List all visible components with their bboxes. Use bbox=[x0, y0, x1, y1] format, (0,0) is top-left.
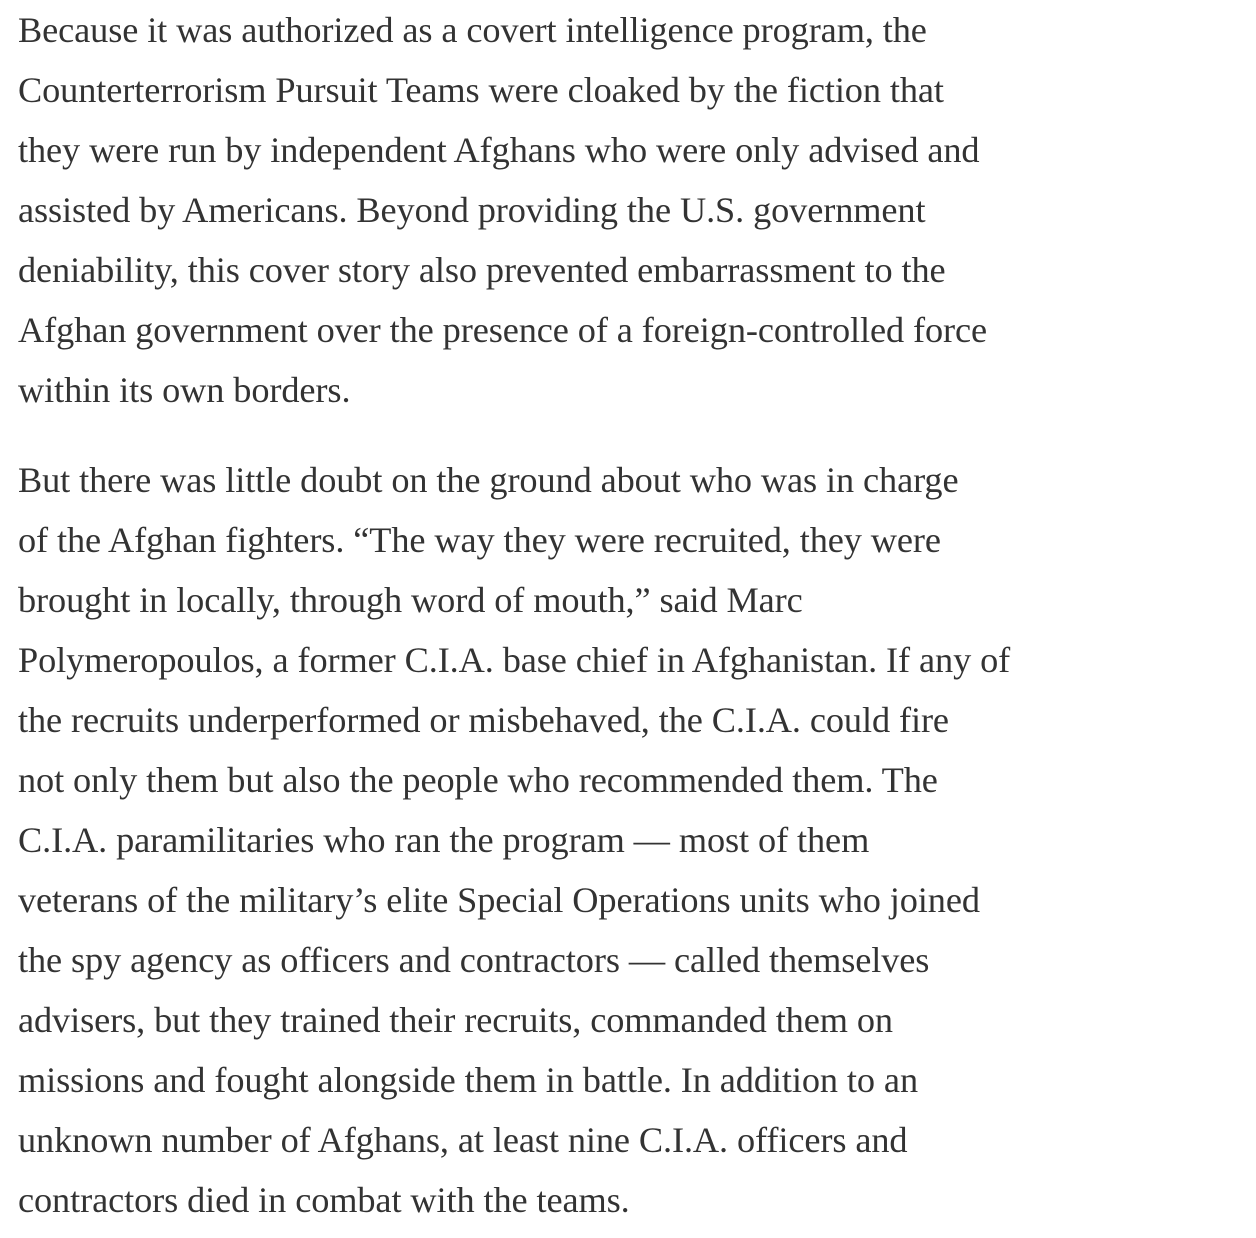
paragraph-line: veterans of the military’s elite Special Operations units who joined bbox=[18, 880, 980, 920]
paragraph-line: within its own borders. bbox=[18, 370, 351, 410]
paragraph-line: advisers, but they trained their recruits, commanded them on bbox=[18, 1000, 893, 1040]
paragraph-line: they were run by independent Afghans who were only advised and bbox=[18, 130, 980, 170]
paragraph-line: C.I.A. paramilitaries who ran the program — most of them bbox=[18, 820, 870, 860]
paragraph-line: not only them but also the people who recommended them. The bbox=[18, 760, 938, 800]
paragraph-line: Because it was authorized as a covert intelligence program, the bbox=[18, 10, 927, 50]
paragraph-line: Counterterrorism Pursuit Teams were cloaked by the fiction that bbox=[18, 70, 944, 110]
paragraph-line: deniability, this cover story also prevented embarrassment to the bbox=[18, 250, 946, 290]
paragraph-line: the recruits underperformed or misbehaved, the C.I.A. could fire bbox=[18, 700, 949, 740]
paragraph-line: brought in locally, through word of mouth,” said Marc bbox=[18, 580, 803, 620]
paragraph-line: But there was little doubt on the ground about who was in charge bbox=[18, 460, 959, 500]
paragraph-line: assisted by Americans. Beyond providing the U.S. government bbox=[18, 190, 926, 230]
paragraph-line: unknown number of Afghans, at least nine C.I.A. officers and bbox=[18, 1120, 908, 1160]
paragraph-line: missions and fought alongside them in battle. In addition to an bbox=[18, 1060, 918, 1100]
paragraph-line: Afghan government over the presence of a foreign-controlled force bbox=[18, 310, 988, 350]
paragraph-line: contractors died in combat with the teams. bbox=[18, 1180, 630, 1220]
paragraph-line: the spy agency as officers and contractors — called themselves bbox=[18, 940, 930, 980]
paragraph-line: Polymeropoulos, a former C.I.A. base chief in Afghanistan. If any of bbox=[18, 640, 1011, 680]
article-paragraph-1 bbox=[18, 0, 1243, 420]
paragraph-line: of the Afghan fighters. “The way they were recruited, they were bbox=[18, 520, 941, 560]
article-body bbox=[18, 0, 1243, 1230]
article-paragraph-2 bbox=[18, 450, 1243, 1230]
